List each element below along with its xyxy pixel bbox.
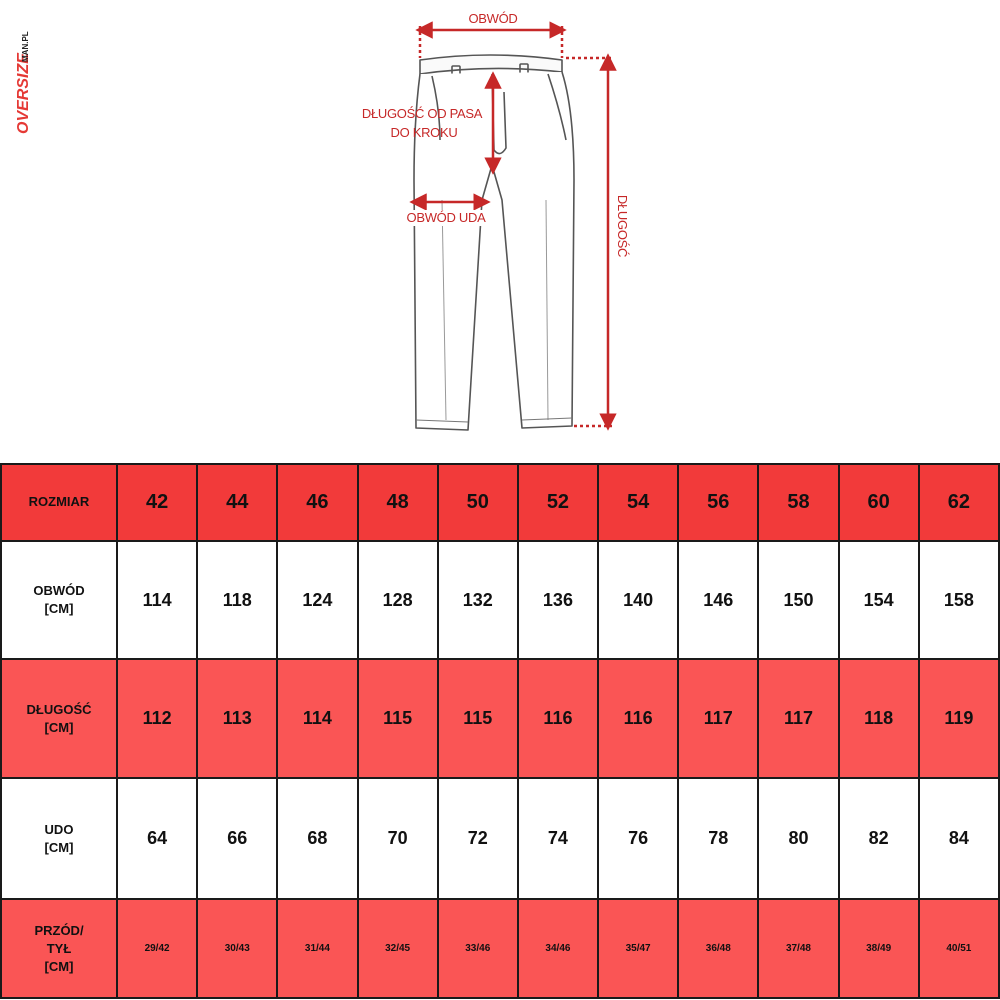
row-label-line: PRZÓD/ — [34, 922, 84, 938]
row-label-line: [CM] — [44, 839, 74, 855]
label-do-kroku: DO KROKU — [390, 125, 458, 140]
trousers-diagram — [340, 0, 660, 440]
value-cell-przod_tyl: 32/45 — [358, 899, 438, 998]
value-cell-przod_tyl: 40/51 — [919, 899, 999, 998]
value-cell-przod_tyl: 38/49 — [839, 899, 919, 998]
size-header-cell: 42 — [117, 464, 197, 541]
row-label-line: TYŁ — [46, 940, 72, 956]
value-cell-dlugosc: 117 — [678, 659, 758, 778]
value-cell-przod_tyl: 30/43 — [197, 899, 277, 998]
table-row-obwod — [1, 541, 999, 660]
value-cell-obwod: 124 — [277, 541, 357, 660]
logo-size: SIZE — [15, 53, 32, 89]
table-row-dlugosc — [1, 659, 999, 778]
table-row-udo — [1, 778, 999, 899]
value-cell-dlugosc: 113 — [197, 659, 277, 778]
value-cell-obwod: 114 — [117, 541, 197, 660]
row-label-dlugosc — [1, 659, 117, 778]
row-label-line: DŁUGOŚĆ — [26, 701, 92, 717]
value-cell-udo: 78 — [678, 778, 758, 899]
size-header-cell: 46 — [277, 464, 357, 541]
value-cell-dlugosc: 118 — [839, 659, 919, 778]
size-header-cell: 56 — [678, 464, 758, 541]
row-label-line: [CM] — [44, 719, 74, 735]
size-table-body — [1, 464, 999, 998]
logo-domain: MAN.PL — [21, 31, 30, 62]
value-cell-udo: 72 — [438, 778, 518, 899]
value-cell-udo: 74 — [518, 778, 598, 899]
size-header-cell: 44 — [197, 464, 277, 541]
value-cell-obwod: 158 — [919, 541, 999, 660]
size-header-cell: 50 — [438, 464, 518, 541]
value-cell-udo: 66 — [197, 778, 277, 899]
row-label-line: ROZMIAR — [28, 494, 90, 510]
size-header-cell: 54 — [598, 464, 678, 541]
value-cell-dlugosc: 115 — [438, 659, 518, 778]
value-cell-dlugosc: 117 — [758, 659, 838, 778]
row-label-line: OBWÓD — [33, 583, 85, 598]
value-cell-przod_tyl: 29/42 — [117, 899, 197, 998]
value-cell-obwod: 140 — [598, 541, 678, 660]
value-cell-obwod: 150 — [758, 541, 838, 660]
value-cell-przod_tyl: 31/44 — [277, 899, 357, 998]
value-cell-dlugosc: 114 — [277, 659, 357, 778]
size-header-cell: 48 — [358, 464, 438, 541]
value-cell-dlugosc: 116 — [518, 659, 598, 778]
value-cell-przod_tyl: 37/48 — [758, 899, 838, 998]
row-label-obwod — [1, 541, 117, 660]
row-label-przod_tyl — [1, 899, 117, 998]
row-label-line: [CM] — [44, 958, 74, 974]
value-cell-obwod: 128 — [358, 541, 438, 660]
row-label-line: [CM] — [44, 601, 74, 616]
row-label-rozmiar — [1, 464, 117, 541]
value-cell-dlugosc: 115 — [358, 659, 438, 778]
brand-logo — [4, 14, 34, 134]
table-row-rozmiar — [1, 464, 999, 541]
value-cell-udo: 84 — [919, 778, 999, 899]
value-cell-obwod: 118 — [197, 541, 277, 660]
value-cell-dlugosc: 112 — [117, 659, 197, 778]
value-cell-obwod: 132 — [438, 541, 518, 660]
label-dlugosc-od-pasa: DŁUGOŚĆ OD PASA — [361, 106, 483, 121]
value-cell-obwod: 154 — [839, 541, 919, 660]
value-cell-udo: 64 — [117, 778, 197, 899]
value-cell-przod_tyl: 34/46 — [518, 899, 598, 998]
value-cell-obwod: 136 — [518, 541, 598, 660]
size-header-cell: 60 — [839, 464, 919, 541]
label-obwod-uda: OBWÓD UDA — [406, 210, 486, 225]
size-header-cell: 58 — [758, 464, 838, 541]
row-label-line: UDO — [44, 821, 74, 837]
value-cell-udo: 68 — [277, 778, 357, 899]
value-cell-dlugosc: 119 — [919, 659, 999, 778]
size-header-cell: 52 — [518, 464, 598, 541]
value-cell-udo: 80 — [758, 778, 838, 899]
value-cell-udo: 70 — [358, 778, 438, 899]
value-cell-udo: 76 — [598, 778, 678, 899]
value-cell-dlugosc: 116 — [598, 659, 678, 778]
size-header-cell: 62 — [919, 464, 999, 541]
value-cell-obwod: 146 — [678, 541, 758, 660]
logo-over: OVER — [15, 88, 32, 134]
value-cell-przod_tyl: 36/48 — [678, 899, 758, 998]
size-table — [0, 463, 1000, 999]
table-row-przod_tyl — [1, 899, 999, 998]
value-cell-przod_tyl: 33/46 — [438, 899, 518, 998]
svg-text:OVERSIZE — [15, 52, 32, 134]
value-cell-przod_tyl: 35/47 — [598, 899, 678, 998]
row-label-udo — [1, 778, 117, 899]
label-obwod: OBWÓD — [468, 11, 518, 26]
label-dlugosc: DŁUGOŚĆ — [615, 194, 630, 258]
value-cell-udo: 82 — [839, 778, 919, 899]
